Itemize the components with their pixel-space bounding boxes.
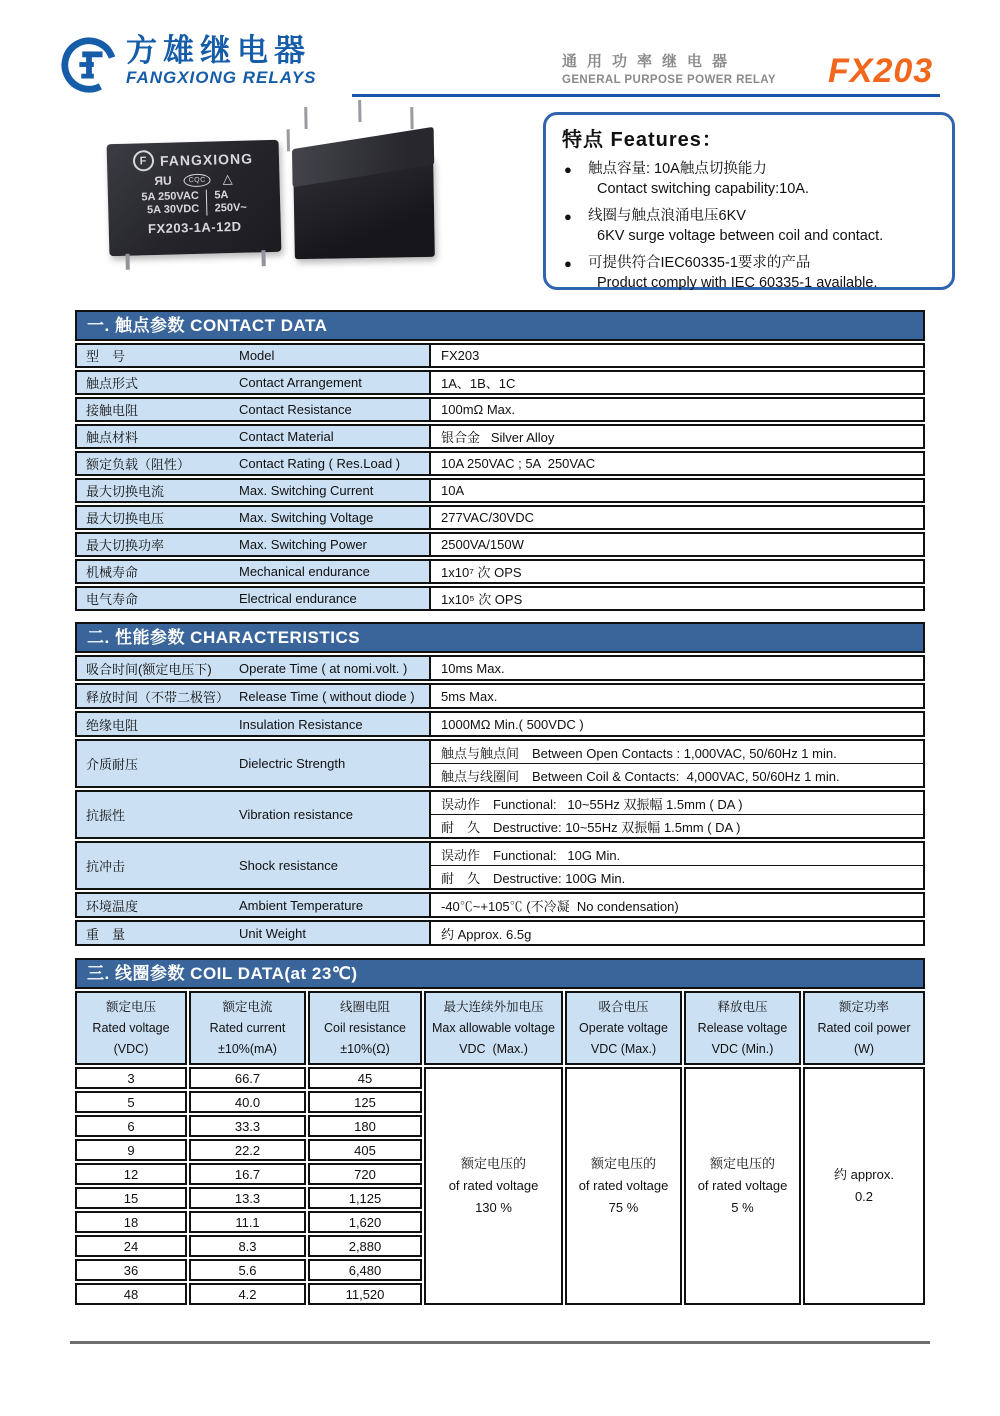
contact-data-section [75,310,925,611]
coil-column-header: 额定电流 Rated current ±10%(mA) [189,991,306,1065]
row-label-en: Electrical endurance [239,591,357,606]
relay-pin [410,107,413,129]
row-label-en: Contact Rating ( Res.Load ) [239,456,401,471]
relay-pin [125,254,129,270]
coil-cell: 180 [308,1115,422,1137]
rating-line: 5A 30VDC [146,202,200,217]
coil-column-header: 线圈电阻 Coil resistance ±10%(Ω) [308,991,422,1065]
triangle-cert-icon: △ [222,170,233,187]
table-row [75,586,925,611]
feature-en: Contact switching capability:10A. [597,181,809,197]
row-label-cn: 重 量 [86,926,126,942]
row-label-cn: 抗冲击 [86,859,126,874]
table-row [75,424,925,449]
table-row-group [75,790,925,839]
row-label-en: Contact Resistance [239,402,352,417]
relay-pin [261,250,265,266]
table-row [75,655,925,681]
product-photo-front [107,140,282,256]
relay-cert-marks [107,171,279,189]
coil-cell: 3 [75,1067,187,1089]
brand-name-en: FANGXIONG RELAYS [126,68,317,87]
row-value: 1x10⁷ 次 OPS [441,565,522,580]
characteristics-section [75,622,925,946]
bullet-icon: ● [564,256,572,271]
coil-cell: 18 [75,1211,187,1233]
table-row-group [75,841,925,890]
row-value: 2500VA/150W [441,537,524,552]
feature-cn: 线圈与触点浪涌电压6KV [588,208,746,224]
row-label-cn: 触点材料 [86,430,139,445]
row-label-en: Max. Switching Power [239,537,367,552]
coil-cell: 33.3 [189,1115,306,1137]
coil-column-header: 额定功率 Rated coil power (W) [803,991,925,1065]
coil-merged-release-voltage: 额定电压的 of rated voltage 5 % [684,1067,801,1305]
row-value: 100mΩ Max. [441,402,516,417]
row-value: 银合金 Silver Alloy [441,430,555,445]
coil-cell: 13.3 [189,1187,306,1209]
coil-cell: 8.3 [189,1235,306,1257]
table-row [75,532,925,557]
coil-column-header: 最大连续外加电压 Max allowable voltage VDC (Max.) [424,991,563,1065]
coil-cell: 36 [75,1259,187,1281]
coil-merged-rated-power: 约 approx. 0.2 [803,1067,925,1305]
relay-logo-icon: F [133,150,155,172]
coil-cell: 2,880 [308,1235,422,1257]
row-label-en: Max. Switching Current [239,483,374,498]
row-label-en: Operate Time ( at nomi.volt. ) [239,660,408,676]
brand-header [60,34,316,96]
row-sub-value: 耐 久 Destructive: 100G Min. [431,865,923,888]
table-row [75,370,925,395]
row-label-cn: 绝缘电阻 [86,717,139,733]
feature-en: 6KV surge voltage between coil and contact. [597,228,884,244]
relay-label-model: FX203-1A-12D [147,218,242,237]
feature-cn: 可提供符合IEC60335-1要求的产品 [588,255,811,271]
relay-pin [358,100,361,122]
row-sub-value: 触点与触点间 Between Open Contacts : 1,000VAC, 50/60Hz 1 min. [441,745,837,761]
row-label-en: Mechanical endurance [239,564,370,579]
table-row [75,478,925,503]
row-sub-value: 误动作 Functional: 10~55Hz 双振幅 1.5mm ( DA ) [441,796,743,812]
relay-label-ratings [108,188,281,218]
feature-en: Product comply with IEC 60335-1 available. [597,275,878,291]
row-value: 10ms Max. [441,660,505,676]
feature-item [562,253,938,293]
row-label-cn: 型 号 [86,349,126,364]
product-category [562,50,776,86]
row-label-cn: 释放时间（不带二极管） [86,689,230,705]
row-value: 1000MΩ Min.( 500VDC ) [441,716,584,732]
table-row [75,920,925,946]
row-label-cn: 最大切换电流 [86,484,165,499]
table-row [75,683,925,709]
table-row [75,559,925,584]
relay-top-face [292,127,434,187]
coil-cell: 720 [308,1163,422,1185]
table-row [75,451,925,476]
coil-cell: 125 [308,1091,422,1113]
coil-cell: 6 [75,1115,187,1137]
row-value: 约 Approx. 6.5g [441,926,532,942]
row-label-cn: 最大切换电压 [86,511,165,526]
feature-cn: 触点容量: 10A触点切换能力 [588,161,767,177]
table-row [75,343,925,368]
row-label-cn: 抗振性 [86,808,126,823]
table-row-group [75,739,925,788]
page-model-number: FX203 [828,52,934,90]
coil-column-header: 释放电压 Release voltage VDC (Min.) [684,991,801,1065]
section-title: 一. 触点参数 CONTACT DATA [75,310,925,341]
coil-cell: 16.7 [189,1163,306,1185]
bullet-icon: ● [564,162,572,177]
brand-name-cn: 方雄继电器 [126,33,311,68]
ul-mark-icon: ЯU [154,173,172,189]
row-label-cn: 机械寿命 [86,565,139,580]
row-label-cn: 吸合时间(额定电压下) [86,661,212,677]
label-divider [206,190,208,216]
coil-cell: 1,620 [308,1211,422,1233]
row-label-en: Release Time ( without diode ) [239,688,415,704]
row-value: FX203 [441,348,480,363]
row-label-en: Contact Material [239,429,334,444]
row-value: -40℃~+105℃ (不冷凝 No condensation) [441,898,679,914]
relay-pin [304,107,307,129]
coil-cell: 9 [75,1139,187,1161]
row-sub-value: 触点与线圈间 Between Coil & Contacts: 4,000VAC, 50/60Hz 1 min. [431,763,923,786]
row-label-cn: 环境温度 [86,898,139,914]
row-label-en: Model [239,348,275,363]
section-title: 二. 性能参数 CHARACTERISTICS [75,622,925,653]
row-sub-value: 耐 久 Destructive: 10~55Hz 双振幅 1.5mm ( DA ) [431,814,923,837]
row-label-cn: 电气寿命 [86,592,139,607]
row-label-en: Dielectric Strength [239,756,346,771]
row-label-en: Max. Switching Voltage [239,510,374,525]
row-label-cn: 最大切换功率 [86,538,165,553]
coil-cell: 15 [75,1187,187,1209]
feature-item [562,159,938,199]
feature-item [562,206,938,246]
coil-column-header: 吸合电压 Operate voltage VDC (Max.) [565,991,682,1065]
row-label-cn: 介质耐压 [86,757,139,772]
category-en: GENERAL PURPOSE POWER RELAY [562,74,777,86]
row-sub-value: 误动作 Functional: 10G Min. [441,847,621,863]
footer-divider [70,1341,930,1344]
bullet-icon: ● [564,209,572,224]
features-title: 特点 Features： [562,129,723,151]
section-title: 三. 线圈参数 COIL DATA(at 23℃) [75,958,925,989]
row-label-en: Shock resistance [239,858,338,873]
coil-cell: 405 [308,1139,422,1161]
coil-cell: 1,125 [308,1187,422,1209]
row-value: 10A 250VAC ; 5A 250VAC [441,456,596,471]
row-label-cn: 接触电阻 [86,403,139,418]
coil-cell: 40.0 [189,1091,306,1113]
relay-pin [287,129,290,151]
coil-cell: 5.6 [189,1259,306,1281]
rating-line: 250V~ [214,201,247,215]
coil-data-section [75,958,925,1305]
row-label-en: Insulation Resistance [239,716,363,732]
row-value: 1A、1B、1C [441,376,516,391]
product-photo-angled [293,157,435,259]
brand-logo-icon [60,34,118,96]
coil-cell: 66.7 [189,1067,306,1089]
coil-cell: 48 [75,1283,187,1305]
coil-cell: 24 [75,1235,187,1257]
row-label-cn: 触点形式 [86,376,139,391]
coil-merged-operate-voltage: 额定电压的 of rated voltage 75 % [565,1067,682,1305]
coil-cell: 11.1 [189,1211,306,1233]
row-label-cn: 额定负载（阻性） [86,457,191,472]
row-value: 277VAC/30VDC [441,510,534,525]
relay-label-brand: FANGXIONG [159,149,254,169]
row-label-en: Contact Arrangement [239,375,362,390]
table-row [75,711,925,737]
row-value: 5ms Max. [441,688,498,704]
coil-cell: 6,480 [308,1259,422,1281]
features-box [543,112,955,290]
coil-column-header: 额定电压 Rated voltage (VDC) [75,991,187,1065]
row-value: 1x10⁵ 次 OPS [441,592,523,607]
category-cn: 通用功率继电器 [562,53,738,70]
table-row [75,505,925,530]
coil-cell: 12 [75,1163,187,1185]
rating-line: 5A 250VAC [141,189,200,204]
header-divider [352,94,940,97]
row-label-en: Ambient Temperature [239,897,364,913]
cqc-mark-icon: CQC [183,173,210,187]
row-label-en: Vibration resistance [239,807,353,822]
coil-merged-max-allowable: 额定电压的 of rated voltage 130 % [424,1067,563,1305]
rating-line: 5A [214,189,229,202]
relay-label-brand-row [107,147,279,172]
coil-cell: 11,520 [308,1283,422,1305]
row-label-en: Unit Weight [239,925,306,941]
table-row [75,892,925,918]
coil-cell: 5 [75,1091,187,1113]
coil-cell: 4.2 [189,1283,306,1305]
coil-cell: 45 [308,1067,422,1089]
table-row [75,397,925,422]
coil-table [75,991,925,1305]
coil-cell: 22.2 [189,1139,306,1161]
row-value: 10A [441,483,465,498]
